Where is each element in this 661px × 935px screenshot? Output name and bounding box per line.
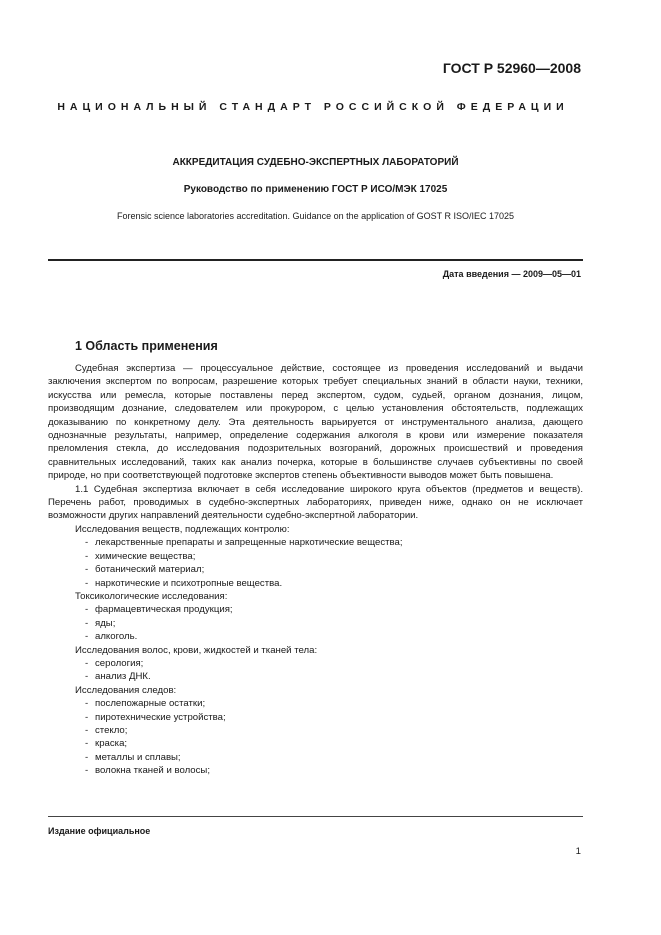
group-title: Токсикологические исследования: bbox=[75, 590, 228, 602]
footer-divider bbox=[48, 816, 583, 817]
list-item: - химические вещества; bbox=[85, 550, 196, 562]
organization-line: НАЦИОНАЛЬНЫЙ СТАНДАРТ РОССИЙСКОЙ ФЕДЕРАЦИИ bbox=[57, 101, 569, 113]
dash-mark: - bbox=[85, 765, 89, 777]
list-item: - анализ ДНК. bbox=[85, 671, 151, 683]
list-item: - серология; bbox=[85, 657, 144, 669]
dash-mark: - bbox=[85, 738, 89, 750]
dash-mark: - bbox=[85, 711, 89, 723]
list-item: - наркотические и психотропные вещества. bbox=[85, 577, 283, 589]
dash-mark: - bbox=[85, 631, 89, 643]
list-item: - пиротехнические устройства; bbox=[85, 711, 226, 723]
dash-mark: - bbox=[85, 604, 89, 616]
list-item: - яды; bbox=[85, 617, 116, 629]
header-divider bbox=[48, 259, 583, 261]
dash-mark: - bbox=[85, 577, 89, 589]
dash-mark: - bbox=[85, 671, 89, 683]
document-subtitle: Руководство по применению ГОСТ Р ИСО/МЭК 17025 bbox=[183, 184, 448, 195]
section-heading: 1 Область применения bbox=[75, 339, 218, 353]
group-title: Исследования веществ, подлежащих контролю: bbox=[75, 523, 290, 535]
list-item: - послепожарные остатки; bbox=[85, 698, 206, 710]
list-item: - краска; bbox=[85, 738, 128, 750]
group-title: Исследования волос, крови, жидкостей и тканей тела: bbox=[75, 644, 318, 656]
list-item: - металлы и сплавы; bbox=[85, 751, 181, 763]
dash-mark: - bbox=[85, 698, 89, 710]
list-item: - волокна тканей и волосы; bbox=[85, 765, 210, 777]
clause-1-1: 1.1 Судебная экспертиза включает в себя исследование широкого круга объектов (предметов и веществ). Перечень работ, проводимых в судебно-экспертных лабораториях, приведен ниже, однако он не исключает возможности других направлений деятельности судебно-экспертной лаборатории. bbox=[48, 483, 583, 522]
page-number: 1 bbox=[575, 846, 581, 857]
effective-date: Дата введения — 2009—05—01 bbox=[442, 269, 581, 279]
dash-mark: - bbox=[85, 537, 89, 549]
document-title: АККРЕДИТАЦИЯ СУДЕБНО-ЭКСПЕРТНЫХ ЛАБОРАТОРИЙ bbox=[172, 157, 459, 168]
english-title: Forensic science laboratories accreditation. Guidance on the application of GOST R ISO/IEC 17025 bbox=[116, 211, 515, 221]
list-item: - алкоголь. bbox=[85, 631, 138, 643]
dash-mark: - bbox=[85, 617, 89, 629]
dash-mark: - bbox=[85, 724, 89, 736]
list-item: - лекарственные препараты и запрещенные наркотические вещества; bbox=[85, 537, 403, 549]
intro-paragraph: Судебная экспертиза — процессуальное действие, состоящее из проведения исследований и выдачи заключения экспертом по вопросам, разрешение которых требует специальных знаний в области науки, техники, искусства или ремесла, которые поставлены перед экспертом, судом, судьей, органом дознания, лицом, производящим дознание, следователем или прокурором, с целью установления обстоятельств, подлежащих доказыванию по конкретному делу. Эта деятельность варьируется от инструментального анализа, дающего однозначные результаты, например, определение содержания алкоголя в крови или измерение показателя преломления стекла, до исследования подозрительных возгораний, дорожных происшествий и проведения сравнительных исследований, таких как анализ почерка, которые в большинстве случаев субъективны по своей природе, но при соответствующей подготовке экспертов степень объективности выводов может быть повышена. bbox=[48, 363, 583, 482]
dash-mark: - bbox=[85, 657, 89, 669]
dash-mark: - bbox=[85, 751, 89, 763]
group-title: Исследования следов: bbox=[75, 684, 177, 696]
dash-mark: - bbox=[85, 564, 89, 576]
list-item: - фармацевтическая продукция; bbox=[85, 604, 233, 616]
dash-mark: - bbox=[85, 550, 89, 562]
standard-number: ГОСТ Р 52960—2008 bbox=[442, 60, 581, 76]
list-item: - ботанический материал; bbox=[85, 564, 205, 576]
section-body bbox=[48, 362, 583, 778]
list-item: - стекло; bbox=[85, 724, 128, 736]
official-edition-label: Издание официальное bbox=[48, 826, 151, 836]
